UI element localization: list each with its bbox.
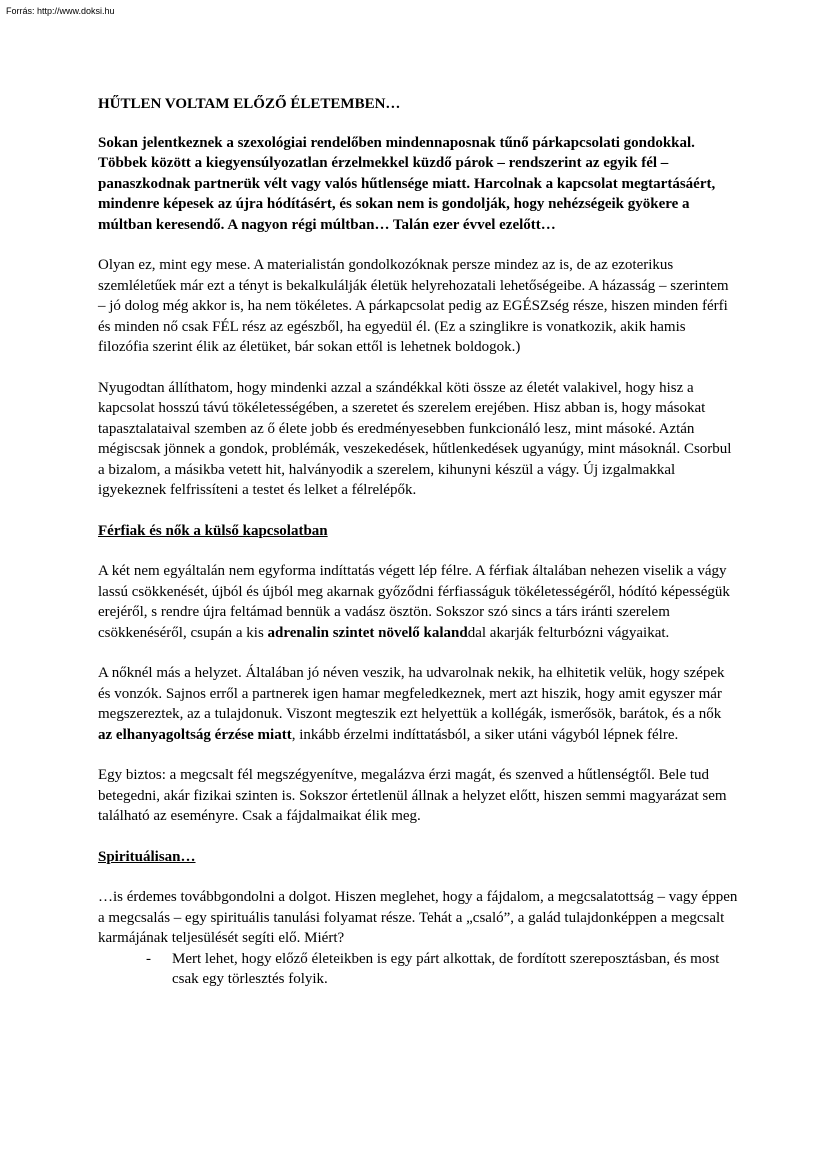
dash-list <box>98 949 738 990</box>
paragraph-3-text-a: A két nem egyáltalán nem egyforma indíttatás végett lép félre. A férfiak általában nehezen viselik a vágy lassú csökkenését, újból és újból meg akarnak győződni férfiasságuk tökéletességéről, hódító képességük erejéről, s rendre újra feltámad bennük a vadász ösztön. Sokszor szó sincs a társ iránti szerelem csökkenéséről, csupán a kis <box>98 563 730 641</box>
paragraph-2: Nyugodtan állíthatom, hogy mindenki azzal a szándékkal köti össze az életét valakivel, hogy hisz a kapcsolat hosszú távú tökéletességében, a szeretet és szerelem erejében. Hisz abban is, hogy másokat tapasztalataival szemben az ő élete jobb és eredményesebben funkcionáló lesz, mint másoké. Aztán mégiscsak jönnek a gondok, problémák, veszekedések, hűtlenkedések ugyanúgy, mint másoknál. Csorbul a bizalom, a másikba vetett hit, halványodik a szerelem, kihunyni készül a vágy. Új izgalmakkal igyekeznek felfrissíteni a testet és lelket a félrelépők. <box>98 379 732 498</box>
paragraph-4-text-b: , inkább érzelmi indíttatásból, a siker utáni vágyból lépnek félre. <box>291 726 679 743</box>
source-note: Forrás: http://www.doksi.hu <box>6 6 115 16</box>
paragraph-5: Egy biztos: a megcsalt fél megszégyenítve, megalázva érzi magát, és szenved a hűtlenségtől. Bele tud betegedni, akár fizikai szinten is. Sokszor értetlenül állnak a helyzet előtt, hiszen semmi magyarázat sem található az eseményre. Csak a fájdalmaikat élik meg. <box>98 767 727 824</box>
paragraph-3-bold: adrenalin szintet növelő kaland <box>267 624 468 641</box>
paragraph-6: …is érdemes továbbgondolni a dolgot. Hiszen meglehet, hogy a fájdalom, a megcsalatottság – vagy éppen a megcsalás – egy spirituális tanulási folyamat része. Tehát a „csaló”, a galád tulajdonképpen a megcsalt karmájának teljesülését segíti elő. Miért? <box>98 889 738 946</box>
document-body <box>98 94 738 990</box>
paragraph-4 <box>98 663 738 745</box>
section-heading-men-women: Férfiak és nők a külső kapcsolatban <box>98 522 328 539</box>
paragraph-3-text-b: dal akarják felturbózni vágyaikat. <box>467 624 670 641</box>
list-item-text: Mert lehet, hogy előző életeikben is egy párt alkottak, de fordított szereposztásban, és most csak egy törlesztés folyik. <box>172 950 720 987</box>
list-dash: - <box>146 950 151 967</box>
list-item <box>98 949 738 990</box>
paragraph-4-text-a: A nőknél más a helyzet. Általában jó néven veszik, ha udvarolnak nekik, ha elhitetik velük, hogy szépek és vonzók. Sajnos erről a partnerek igen hamar megfeledkeznek, mert azt hiszik, hogy amit egyszer már megszereztek, az a tulajdonuk. Viszont megteszik ezt helyettük a kollégák, ismerősök, barátok, és a nők <box>98 665 725 722</box>
document-title: HŰTLEN VOLTAM ELŐZŐ ÉLETEMBEN… <box>98 96 401 112</box>
paragraph-4-bold: az elhanyagoltság érzése miatt <box>98 726 292 743</box>
lead-paragraph: Sokan jelentkeznek a szexológiai rendelőben mindennaposnak tűnő párkapcsolati gondokkal. Többek között a kiegyensúlyozatlan érzelmekkel küzdő párok – rendszerint az egyik fél – panaszkodnak partnerük vélt vagy valós hűtlensége miatt. Harcolnak a kapcsolat megtartásáért, mindenre képesek az újra hódításért, és sokan nem is gondolják, hogy nehézségeik gyökere a múltban keresendő. A nagyon régi múltban… Talán ezer évvel ezelőtt… <box>98 134 716 233</box>
paragraph-3 <box>98 561 738 643</box>
section-heading-spiritual: Spirituálisan… <box>98 848 196 865</box>
paragraph-1: Olyan ez, mint egy mese. A materialistán gondolkozóknak persze mindez az is, de az ezoterikus szemléletűek már ezt a tényt is bekalkulálják életük helyrehozatali lehetőségeibe. A házasság – szerintem – jó dolog még akkor is, ha nem tökéletes. A párkapcsolat pedig az EGÉSZség része, hiszen minden férfi és minden nő csak FÉL rész az egészből, ha egyedül él. (Ez a szinglikre is vonatkozik, akik hamis filozófia szerint élik az életüket, bár sokan ettől is lehetnek boldogok.) <box>98 257 729 355</box>
